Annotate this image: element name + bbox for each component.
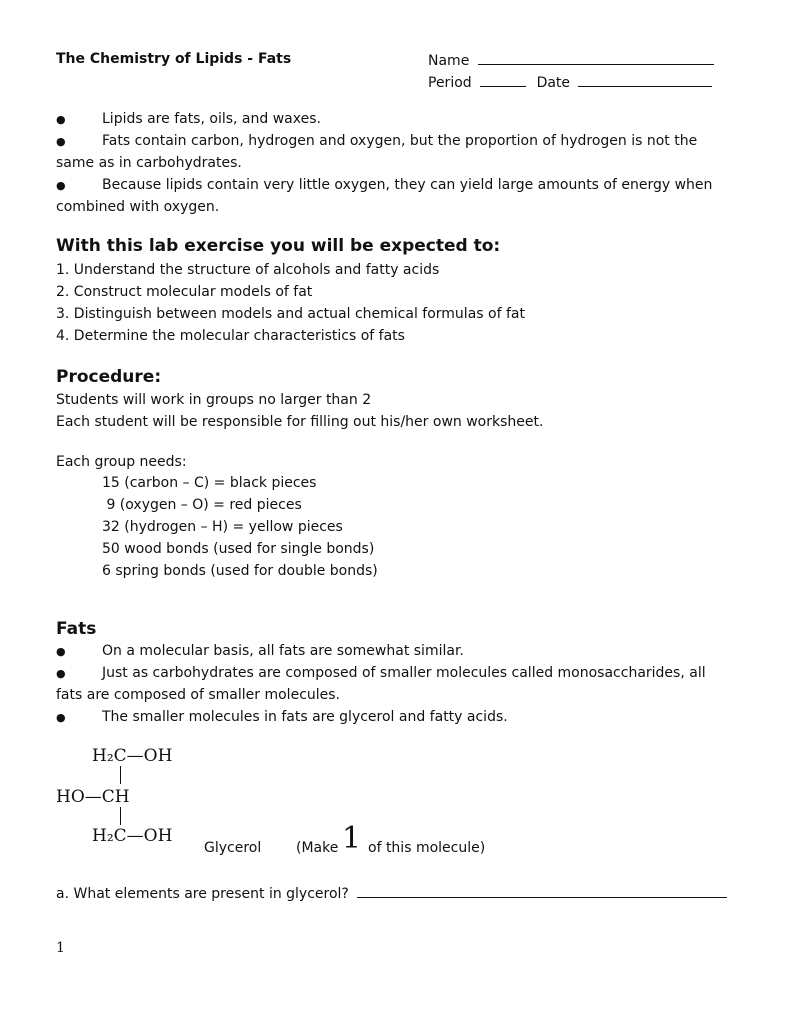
glycerol-row-3: H₂C—OH [92,826,173,846]
period-label: Period [428,75,472,91]
name-blank[interactable] [478,50,714,65]
procedure-line: Each student will be responsible for filling out his/her own worksheet. [56,414,544,430]
name-label: Name [428,53,470,69]
intro-bullet-3: Because lipids contain very little oxygen, they can yield large amounts of energy when [102,177,713,193]
intro-bullet-3-cont: combined with oxygen. [56,199,220,215]
intro-bullet-1: Lipids are fats, oils, and waxes. [102,111,321,127]
glycerol-bond-2 [120,807,121,825]
fats-bullet-1: On a molecular basis, all fats are somewhat similar. [102,643,464,659]
objective-item: 3. Distinguish between models and actual chemical formulas of fat [56,306,525,322]
procedure-heading: Procedure: [56,367,162,387]
fats-bullet-3: The smaller molecules in fats are glycerol and fatty acids. [102,709,508,725]
needs-item: 15 (carbon – C) = black pieces [102,475,317,491]
glycerol-row-1: H₂C—OH [92,746,173,766]
needs-item: 32 (hydrogen – H) = yellow pieces [102,519,343,535]
intro-bullet-2-cont: same as in carbohydrates. [56,155,242,171]
objectives-heading: With this lab exercise you will be expected to: [56,236,501,256]
objective-item: 1. Understand the structure of alcohols and fatty acids [56,262,440,278]
bullet-icon: ● [56,135,66,148]
bullet-icon: ● [56,113,66,126]
objective-item: 2. Construct molecular models of fat [56,284,313,300]
name-field[interactable] [428,50,714,70]
intro-bullet-2: Fats contain carbon, hydrogen and oxygen, but the proportion of hydrogen is not the [102,133,698,149]
needs-label: Each group needs: [56,454,187,470]
period-date-fields [428,72,712,92]
document-title: The Chemistry of Lipids - Fats [56,51,292,67]
bullet-icon: ● [56,645,66,658]
objective-item: 4. Determine the molecular characteristics of fats [56,328,405,344]
answer-blank[interactable] [357,883,727,898]
bullet-icon: ● [56,667,66,680]
make-number: 1 [342,821,362,856]
glycerol-row-2: HO—CH [56,787,130,807]
needs-item: 6 spring bonds (used for double bonds) [102,563,378,579]
make-prefix: (Make [296,840,339,856]
bullet-icon: ● [56,179,66,192]
question-a-text: a. What elements are present in glycerol? [56,886,349,902]
glycerol-label: Glycerol [204,840,262,856]
date-label: Date [536,75,571,91]
needs-item: 9 (oxygen – O) = red pieces [102,497,302,513]
procedure-line: Students will work in groups no larger than 2 [56,392,372,408]
fats-bullet-2: Just as carbohydrates are composed of smaller molecules called monosaccharides, all [102,665,706,681]
fats-bullet-2-cont: fats are composed of smaller molecules. [56,687,341,703]
needs-item: 50 wood bonds (used for single bonds) [102,541,375,557]
fats-heading: Fats [56,619,97,639]
glycerol-bond-1 [120,766,121,784]
page-number: 1 [56,940,65,956]
period-blank[interactable] [480,72,526,87]
make-suffix: of this molecule) [368,840,486,856]
question-a [56,883,727,903]
date-blank[interactable] [578,72,712,87]
bullet-icon: ● [56,711,66,724]
